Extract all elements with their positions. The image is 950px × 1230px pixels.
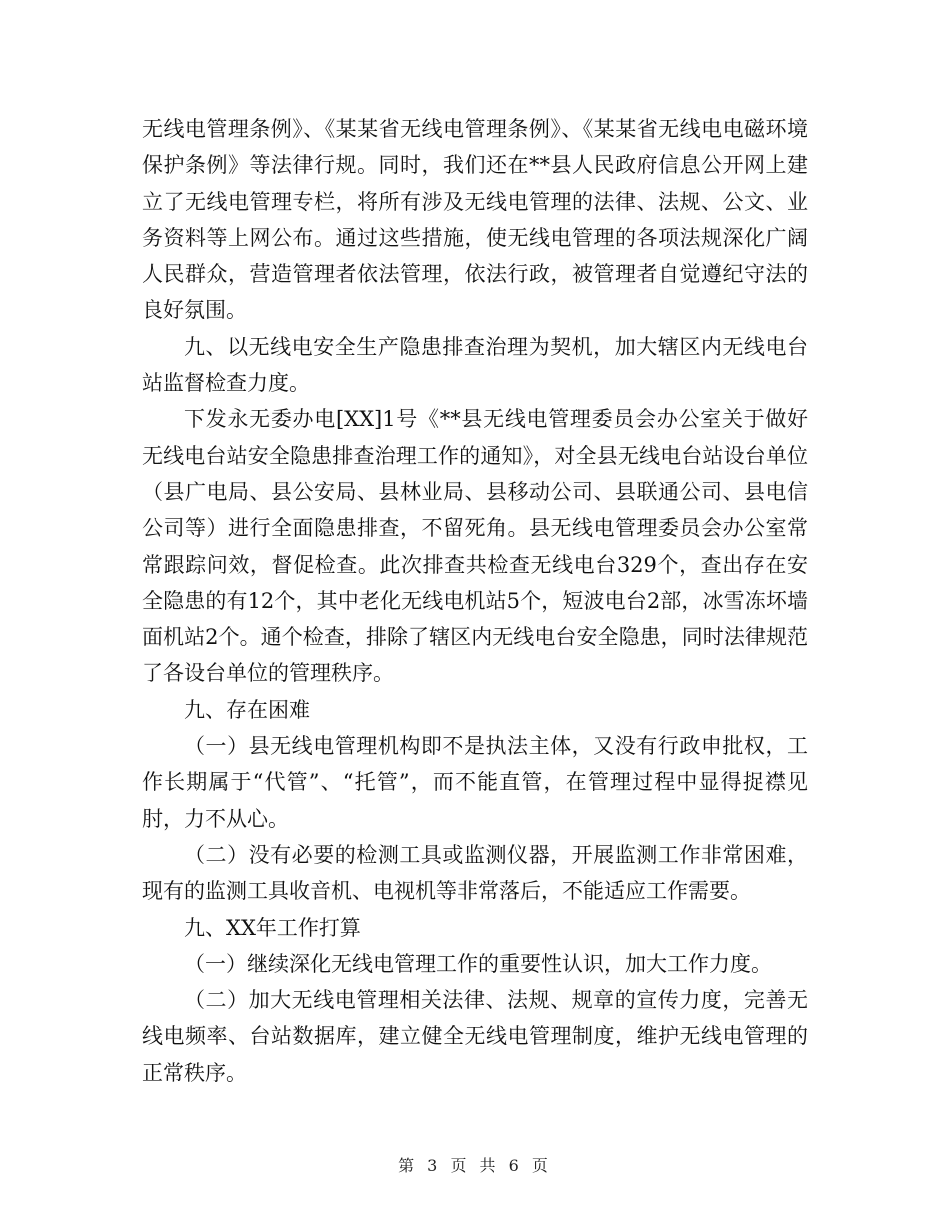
paragraph-continuation: 无线电管理条例》、《某某省无线电管理条例》、《某某省无线电电磁环境保护条例》等法律行规。同时，我们还在**县人民政府信息公开网上建立了无线电管理专栏，将所有涉及无线电管理的法律、法规、公文、业务资料等上网公布。通过这些措施，使无线电管理的各项法规深化广阔人民群众，营造管理者依法管理，依法行政，被管理者自觉遵纪守法的良好氛围。 bbox=[142, 117, 808, 323]
paragraph-difficulty-1: （一）县无线电管理机构即不是执法主体，又没有行政申批权，工作长期属于“代管”、“托管”，而不能直管，在管理过程中显得捉襟见肘，力不从心。 bbox=[142, 734, 808, 831]
paragraph-difficulty-2: （二）没有必要的检测工具或监测仪器，开展监测工作非常困难，现有的监测工具收音机、电视机等非常落后，不能适应工作需要。 bbox=[142, 842, 808, 904]
paragraph-plan-2: （二）加大无线电管理相关法律、法规、规章的宣传力度，完善无线电频率、台站数据库，建立健全无线电管理制度，维护无线电管理的正常秩序。 bbox=[142, 988, 808, 1085]
section-heading-plan: 九、XX年工作打算 bbox=[184, 915, 361, 940]
page-number-footer: 第 3 页 共 6 页 bbox=[398, 1156, 552, 1175]
paragraph-plan-1: （一）继续深化无线电管理工作的重要性认识，加大工作力度。 bbox=[184, 951, 772, 976]
paragraph-inspection-detail: 下发永无委办电[XX]1号《**县无线电管理委员会办公室关于做好无线电台站安全隐患排查治理工作的通知》，对全县无线电台站设台单位（县广电局、县公安局、县林业局、县移动公司、县联通公司、县电信公司等）进行全面隐患排查，不留死角。县无线电管理委员会办公室常常跟踪问效，督促检查。此次排查共检查无线电台329个，查出存在安全隐患的有12个，其中老化无线电机站5个，短波电台2部，冰雪冻坏墙面机站2个。通个检查，排除了辖区内无线电台安全隐患，同时法律规范了各设台单位的管理秩序。 bbox=[142, 407, 808, 686]
body-text bbox=[142, 111, 808, 1091]
section-heading-difficulties: 九、存在困难 bbox=[184, 697, 310, 722]
section-heading-inspection: 九、以无线电安全生产隐患排查治理为契机，加大辖区内无线电台站监督检查力度。 bbox=[142, 334, 808, 396]
